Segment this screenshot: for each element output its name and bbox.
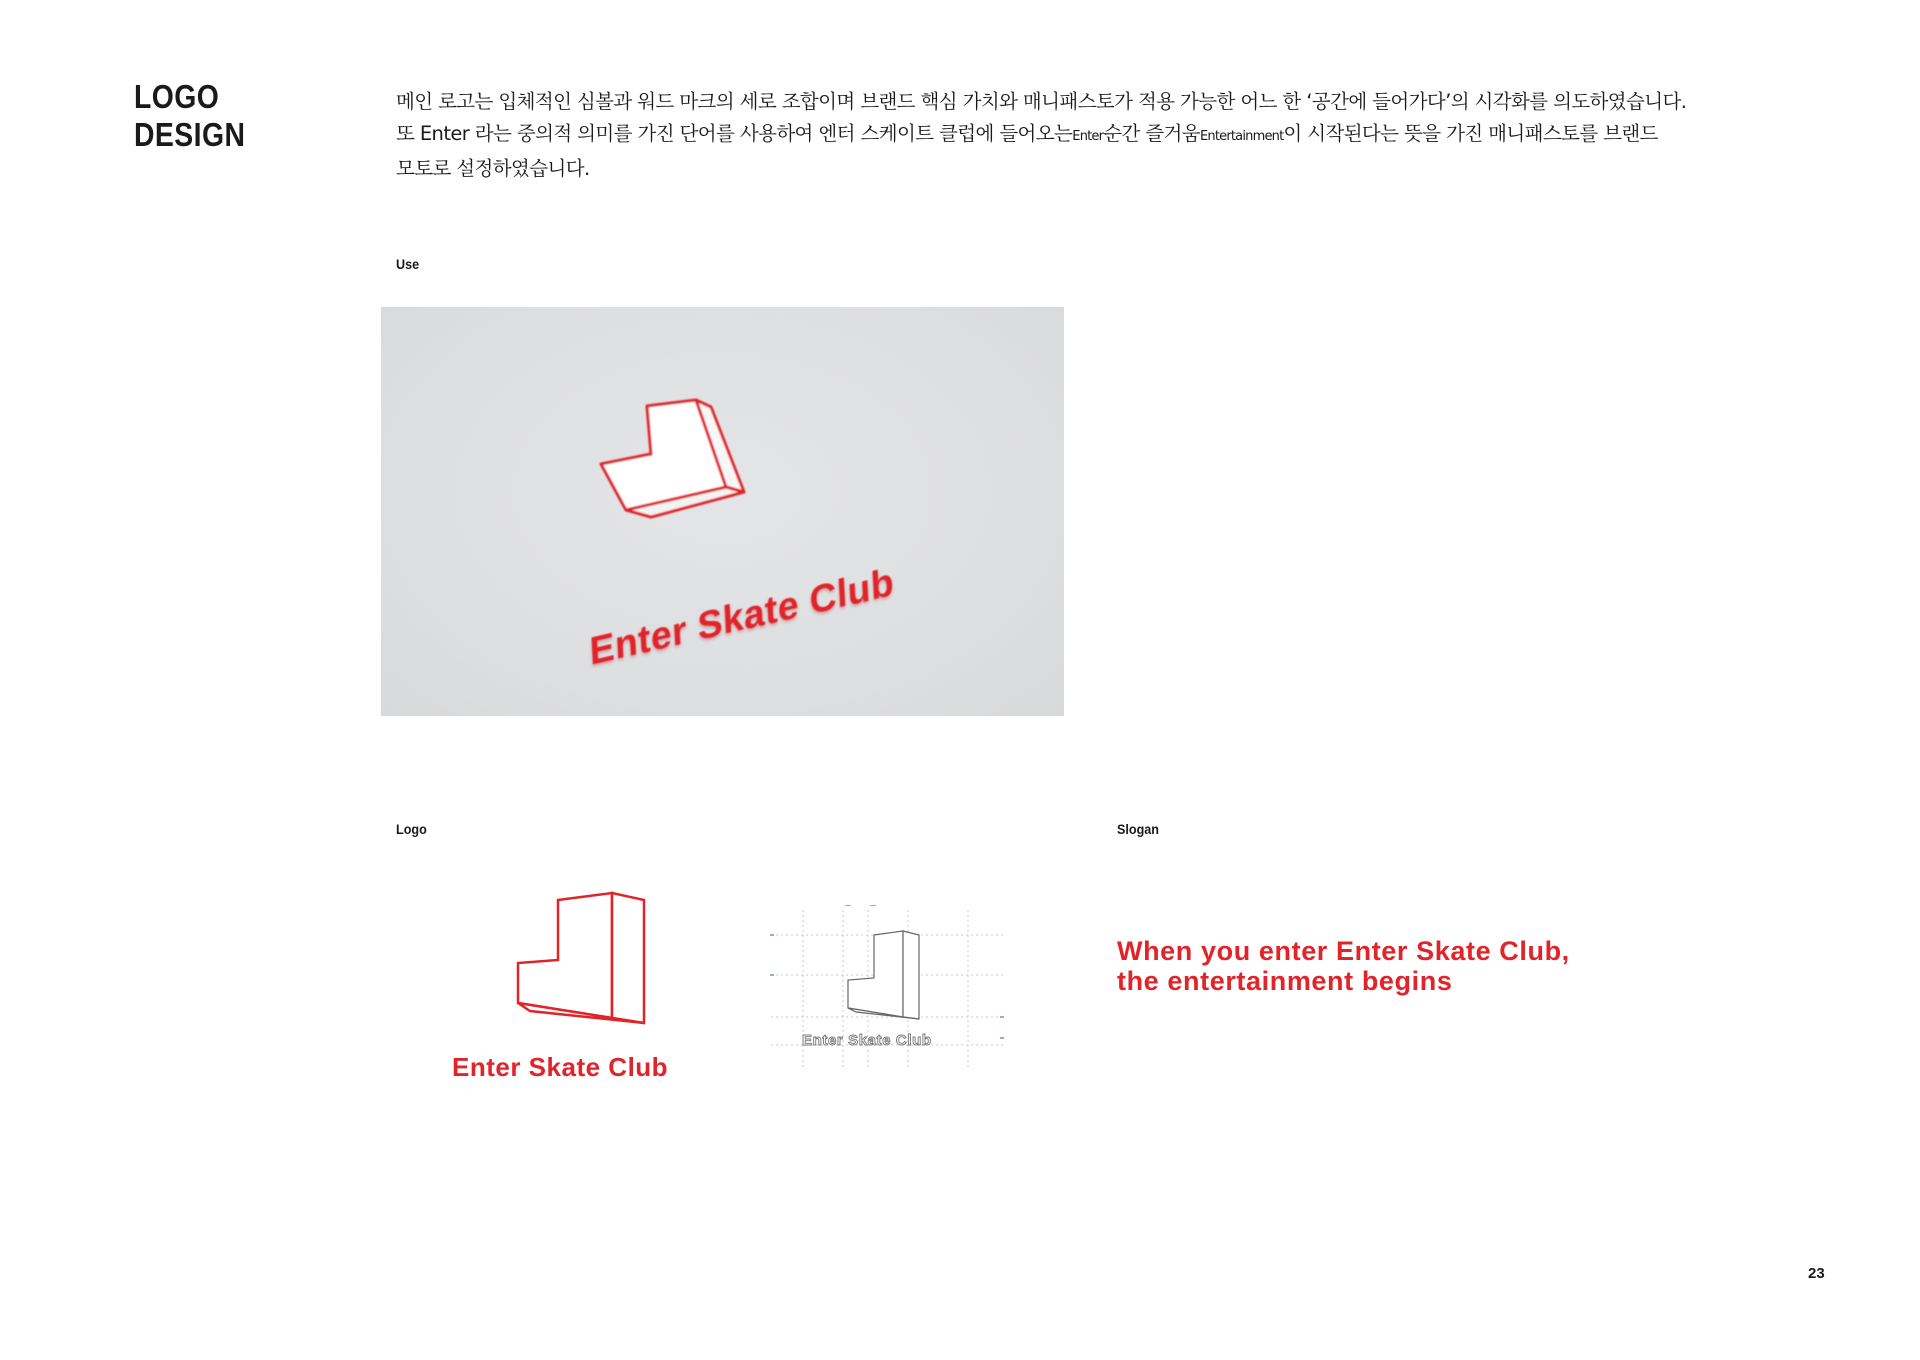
- intro-line-2-enter: Enter: [1072, 129, 1104, 144]
- slogan-label: Slogan: [1117, 821, 1160, 837]
- intro-line-1: 메인 로고는 입체적인 심볼과 워드 마크의 세로 조합이며 브랜드 핵심 가치와 매니패스토가 적용 가능한 어느 한 ‘공간에 들어가다’의 시각화를 의도하였습니다.: [396, 90, 1687, 113]
- page-number: 23: [1808, 1265, 1825, 1282]
- logo-wordmark: Enter Skate Club: [452, 1052, 669, 1082]
- intro-line-3: 모토로 설정하였습니다.: [396, 157, 590, 180]
- intro-paragraph: [396, 86, 1746, 185]
- slogan-line-1: When you enter Enter Skate Club,: [1117, 936, 1570, 966]
- grid-wordmark: Enter Skate Club: [802, 1032, 932, 1049]
- page-title-line-2: DESIGN: [134, 116, 246, 153]
- page-title: [134, 78, 245, 154]
- slogan-text: [1117, 936, 1570, 996]
- slogan-line-2: the entertainment begins: [1117, 966, 1453, 996]
- intro-line-2-part-c: 순간 즐거움: [1103, 122, 1200, 145]
- logo-mockup-photo: [381, 307, 1064, 716]
- primary-logo-symbol: [515, 890, 650, 1030]
- grid-symbol-front: [848, 931, 903, 1017]
- intro-line-2-part-a: 또 Enter 라는 중의적 의미를 가진 단어를 사용하여 엔터 스케이트 클럽에 들어오는: [396, 122, 1073, 145]
- page-title-line-1: LOGO: [134, 78, 220, 115]
- grid-symbol-right-side: [903, 931, 919, 1019]
- logo-symbol-front: [518, 893, 612, 1018]
- logo-construction-grid: [768, 905, 1008, 1075]
- intro-line-2-entertainment: Entertainment: [1199, 129, 1284, 144]
- mockup-wordmark: Enter Skate Club: [588, 561, 896, 674]
- intro-line-2-part-e: 이 시작된다는 뜻을 가진 매니패스토를 브랜드: [1283, 122, 1658, 145]
- mockup-symbol: [381, 307, 1064, 716]
- logo-symbol-right-side: [612, 893, 644, 1023]
- use-label: Use: [396, 256, 420, 272]
- logo-label: Logo: [396, 821, 427, 837]
- intro-line-2: [396, 118, 1746, 153]
